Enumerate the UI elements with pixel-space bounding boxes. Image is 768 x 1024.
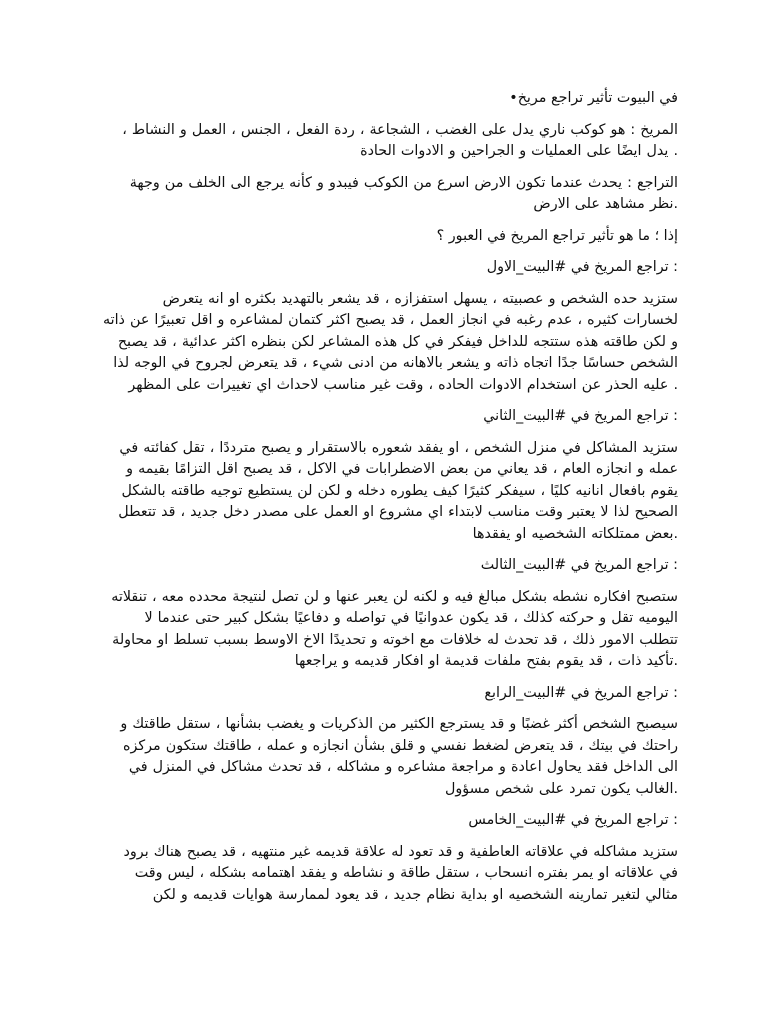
house-4-line: سيصبح الشخص أكثر غضبًا و قد يسترجع الكثير من الذكريات و يغضب بشأنها ، ستقل طاقتك و <box>120 716 678 732</box>
house-3-line: اليوميه تقل و حركته كذلك ، قد يكون عدوانيًا في تواصله و دفاعيًا بشكل كبير حتى عندما لا <box>144 610 678 626</box>
house-3-line: .تأكيد ذات ، قد يقوم بفتح ملفات قديمة او افكار قديمه و يراجعها <box>294 653 678 669</box>
house-2-line: يقوم بافعال انانيه كليًا ، سيفكر كثيرًا كيف يطوره دخله و لكن لن يستطيع توجيه طاقته بالشكل <box>121 482 678 499</box>
house-4-line: راحتك في بيتك ، قد يتعرض لضغط نفسي و قلق بشأن انجازه و عمله ، طاقتك ستكون مركزه <box>122 737 678 754</box>
house-5-heading: : تراجع المريخ في #البيت_الخامس <box>468 812 678 828</box>
mars-definition-line-2: . يدل ايضًا على العمليات و الجراحين و الادوات الحادة <box>360 143 678 159</box>
retrograde-definition <box>90 173 678 216</box>
house-3-paragraph <box>90 587 678 673</box>
house-5-line: ستزيد مشاكله في علاقاته العاطفية و قد تعود له علاقة قديمه غير منتهيه ، قد يصبح هناك برود <box>123 843 678 860</box>
house-4-line: .الغالب يكون تمرد على شخص مسؤول <box>445 780 678 797</box>
house-5-paragraph <box>90 842 678 907</box>
house-1-paragraph <box>90 289 678 397</box>
mars-definition <box>90 120 678 163</box>
house-4-paragraph <box>90 714 678 800</box>
house-2-heading: : تراجع المريخ في #البيت_الثاني <box>483 408 678 424</box>
house-1-heading: : تراجع المريخ في #البيت_الاول <box>486 259 678 275</box>
retrograde-definition-line-2: .نظر مشاهد على الارض <box>533 196 678 212</box>
house-1-line: الشخص حساسًا جدًا اتجاه ذاته و يشعر بالاهانه من ادنى شيء ، قد يتعرض لجروح في الوجه لذا <box>113 355 678 371</box>
question-line: إذا ؛ ما هو تأثير تراجع المريخ في العبور ؟ <box>436 227 678 244</box>
retrograde-definition-line-1: التراجع : يحدث عندما تكون الارض اسرع من الكوكب فيبدو و كأنه يرجع الى الخلف من وجهة <box>129 174 678 191</box>
house-1-line: و لكن طاقته هذه ستتجه للداخل فيفكر في كل هذه المشاعر لكن بنظره اكثر عدائية ، قد يصبح <box>117 333 678 350</box>
house-5-line: مثالي لتغير تمارينه الشخصيه او بداية نظام جديد ، قد يعود لممارسة هوايات قديمه و لكن <box>152 886 678 903</box>
house-2-line: عمله و انجازه العام ، قد يعاني من بعض الاضطرابات في الاكل ، قد يصبح اقل التزامًا بقيمه و <box>126 461 678 477</box>
house-2-line: الصحيح لذا لا يعتبر وقت مناسب لابتداء اي مشروع او العمل على مصدر دخل جديد ، قد تتعطل <box>118 504 678 520</box>
house-1-line: . عليه الحذر عن استخدام الادوات الحاده ، وقت غير مناسب لاحداث اي تغييرات على المظهر <box>128 376 678 393</box>
mars-definition-line-1: المريخ : هو كوكب ناري يدل على الغضب ، الشجاعة ، ردة الفعل ، الجنس ، العمل و النشاط ، <box>122 121 678 138</box>
house-4-heading: : تراجع المريخ في #البيت_الرابع <box>484 684 678 701</box>
house-4-line: الى الداخل فقد يحاول اعادة و مراجعة مشاعره و مشاكله ، قد تحدث مشاكل في المنزل في <box>128 759 678 775</box>
house-2-line: ستزيد المشاكل في منزل الشخص ، او يفقد شعوره بالاستقرار و يصبح مترددًا ، تقل كفائته في <box>119 439 678 456</box>
house-2-line: .بعض ممتلكاته الشخصيه او يفقدها <box>472 525 678 542</box>
document-title: في البيوت تأثير تراجع مريخ• <box>509 90 678 106</box>
house-1-line: ستزيد حده الشخص و عصبيته ، يسهل استفزازه ، قد يشعر بالتهديد بكثره او انه يتعرض <box>162 290 678 307</box>
house-3-heading: : تراجع المريخ في #البيت_الثالث <box>480 557 678 573</box>
house-1-line: لخسارات كثيره ، عدم رغبه في انجاز العمل ، قد يصبح اكثر كتمان لمشاعره و اقل تعبيرًا عن ذاته <box>102 312 678 328</box>
house-3-line: تتطلب الامور ذلك ، قد تحدث له خلافات مع اخوته و تحديدًا الاخ الاوسط بسبب تسلط او محاولة <box>112 631 678 648</box>
house-5-line: في علاقاته او يمر بفتره انسحاب ، ستقل طاقة و نشاطه و يفقد اهتمامه بشكله ، ليس وقت <box>134 865 678 881</box>
house-3-line: ستصبح افكاره نشطه بشكل مبالغ فيه و لكنه لن يعبر عنها و لن تصل لنتيجة محدده معه ، تنقلاته <box>111 588 678 605</box>
house-2-paragraph <box>90 438 678 546</box>
